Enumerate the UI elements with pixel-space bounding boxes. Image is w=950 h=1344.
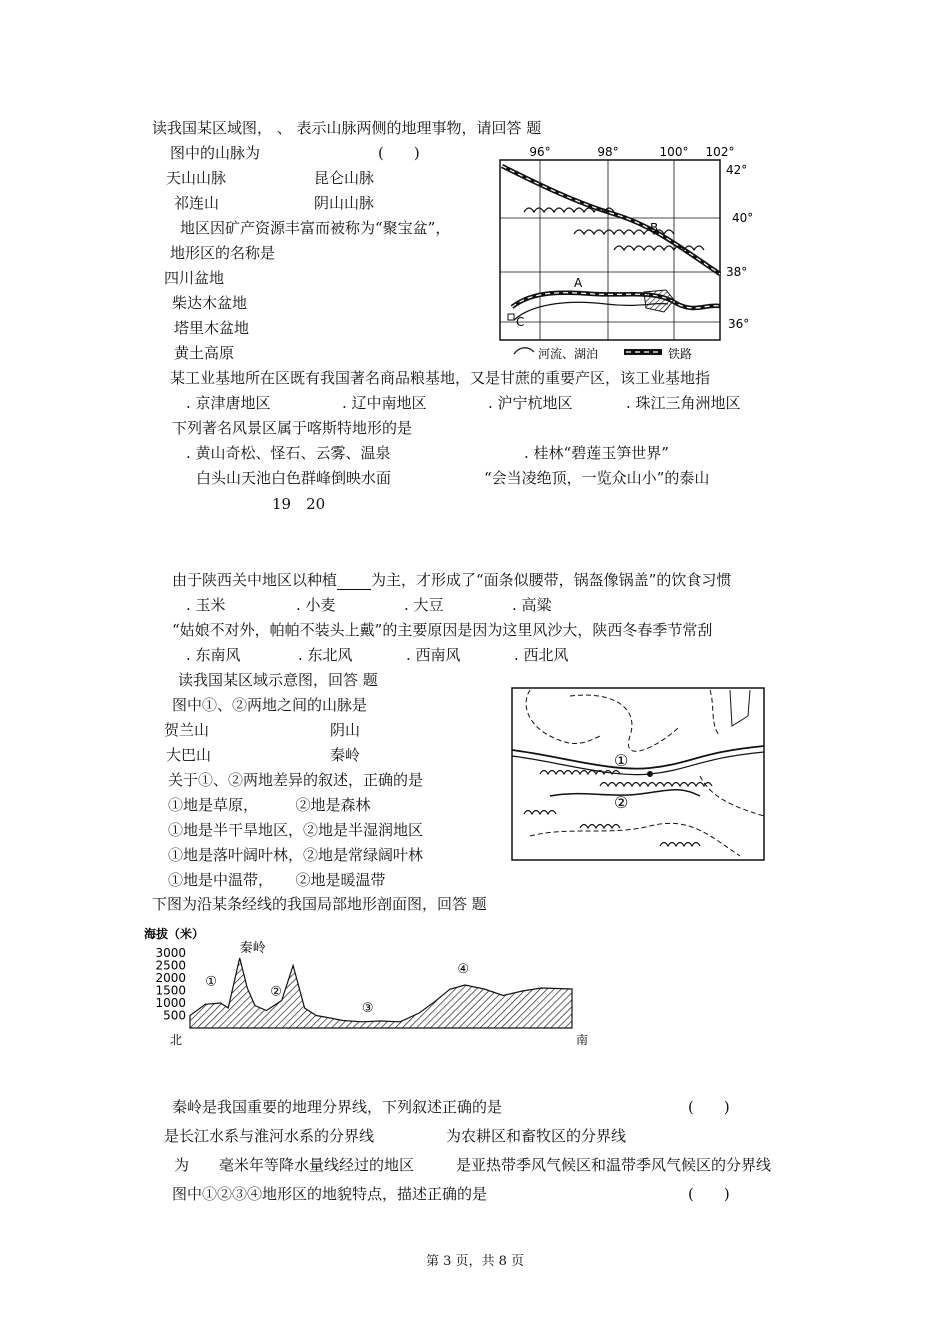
river (514, 302, 668, 320)
q5-opt-d: . 高粱 (512, 596, 552, 614)
q3-opt-c: . 沪宁杭地区 (488, 394, 573, 412)
profile-label-qinling: 秦岭 (239, 940, 266, 956)
q6-opt-d: . 西北风 (514, 646, 569, 664)
region-map-1 (494, 142, 766, 368)
map2-frame (512, 688, 764, 860)
q5-opt-a: . 玉米 (186, 596, 226, 614)
q6-stem: “姑娘不对外，帕帕不装头上戴”的主要原因是因为这里风沙大，陕西冬春季节常刮 (172, 621, 713, 639)
profile-label-2: ② (270, 984, 282, 1000)
garbled-line-1c (326, 496, 716, 516)
q5-opt-c: . 大豆 (404, 596, 444, 614)
lat-36: 36° (728, 317, 750, 331)
q11-stem: 图中①②③④地形区的地貌特点，描述正确的是 (172, 1185, 488, 1203)
q1-stem: 图中的山脉为 (170, 144, 261, 162)
q6-opt-a: . 东南风 (186, 646, 241, 664)
lat-40: 40° (732, 211, 754, 225)
q7-opt-a: 贺兰山 (164, 721, 210, 739)
q5-blank (337, 575, 371, 590)
profile-ytick: 2000 (155, 971, 186, 985)
lon-96: 96° (529, 145, 551, 159)
point-c: C (516, 315, 525, 329)
q2-opt-c: 塔里木盆地 (174, 319, 250, 337)
q2-opt-d: 黄土高原 (174, 344, 235, 362)
boundary-3 (710, 690, 720, 736)
garbled-line-1b: 19 20 (272, 495, 326, 513)
lat-42: 42° (726, 163, 748, 177)
q2-opt-a: 四川盆地 (164, 269, 225, 287)
coast-line (730, 690, 750, 726)
profile-label-4: ④ (457, 962, 470, 977)
profile-ytick: 1500 (155, 983, 186, 998)
q10-opt-b: 为农耕区和畜牧区的分界线 (446, 1127, 627, 1145)
q3-opt-b: . 辽中南地区 (342, 394, 427, 412)
q10-stem: 秦岭是我国重要的地理分界线，下列叙述正确的是 (172, 1098, 503, 1116)
q4-opt-c: 白头山天池白色群峰倒映水面 (196, 469, 392, 487)
region-map-2 (510, 686, 766, 864)
point-a: A (574, 276, 583, 290)
legend-railway: 铁路 (668, 347, 693, 361)
q10-opt-c: 为 毫米年等降水量线经过的地区 (174, 1156, 415, 1174)
q5-stem-pre: 由于陕西关中地区以种植 (172, 571, 338, 589)
q2-stem1: 地区因矿产资源丰富而被称为“聚宝盆”， (180, 219, 451, 237)
profile-ytick: 3000 (155, 946, 186, 960)
boundary-4 (700, 776, 764, 816)
boundary-1 (526, 690, 600, 744)
q4-opt-d: “会当凌绝顶，一览众山小”的泰山 (484, 469, 710, 487)
q8-opt-c: ①地是落叶阔叶林，②地是常绿阔叶林 (168, 846, 424, 864)
map2-point-2: ② (614, 793, 629, 812)
q10-paren: ( ) (688, 1098, 730, 1116)
mountain-range-5 (660, 843, 700, 847)
mountain-range-2 (600, 783, 712, 787)
legend-river: 河流、湖泊 (538, 347, 599, 361)
q10-opt-d: 是亚热带季风气候区和温带季风气候区的分界线 (456, 1156, 772, 1174)
q1-opt-a: 天山山脉 (166, 169, 227, 187)
terrain-profile-chart (140, 922, 600, 1062)
profile-north: 北 (170, 1033, 183, 1047)
profile-label-1: ① (205, 974, 217, 990)
q1-opt-c: 祁连山 (174, 194, 220, 212)
q4-opt-b: . 桂林“碧莲玉笋世界” (524, 444, 669, 462)
q7-stem: 图中①、②两地之间的山脉是 (172, 696, 368, 714)
q11-paren: ( ) (688, 1185, 730, 1203)
q3-opt-d: . 珠江三角洲地区 (626, 394, 741, 412)
mountain-range-3 (524, 811, 556, 815)
profile-south: 南 (576, 1033, 589, 1047)
lake-hatched (644, 290, 674, 312)
boundary-2 (570, 695, 680, 751)
q1-intro: 读我国某区域图， 、 表示山脉两侧的地理事物，请回答 题 (152, 119, 542, 137)
q7-opt-c: 大巴山 (166, 746, 212, 764)
profile-terrain-area (190, 958, 572, 1028)
garbled-line-2 (146, 520, 666, 540)
mountain-ridge-3 (614, 246, 704, 250)
q3-stem: 某工业基地所在区既有我国著名商品粮基地，又是甘蔗的重要产区，该工业基地指 (170, 369, 711, 387)
profile-label-3: ③ (361, 1000, 374, 1016)
q4-opt-a: . 黄山奇松、怪石、云雾、温泉 (186, 444, 391, 462)
map2-point-1: ① (614, 751, 629, 770)
profile-ylabel: 海拔（米） (144, 927, 205, 941)
lon-102: 102° (705, 145, 735, 159)
boundary-5 (530, 823, 740, 856)
page-footer: 第 3 页，共 8 页 (425, 1254, 525, 1269)
lon-100: 100° (659, 145, 689, 159)
q6-opt-c: . 西南风 (406, 646, 461, 664)
garbled-line-3 (146, 544, 224, 564)
q8-stem: 关于①、②两地差异的叙述，正确的是 (168, 771, 424, 789)
profile-ytick: 1000 (155, 996, 186, 1010)
q7-opt-b: 阴山 (330, 721, 361, 739)
profile-ytick: 2500 (155, 958, 186, 973)
q8-opt-d: ①地是中温带， ②地是暖温带 (168, 871, 386, 889)
lat-38: 38° (726, 265, 748, 279)
city-dot (647, 771, 653, 777)
q4-stem: 下列著名风景区属于喀斯特地形的是 (172, 419, 413, 437)
lon-98: 98° (597, 145, 619, 159)
q1-opt-b: 昆仑山脉 (314, 169, 375, 187)
profile-ytick: 500 (163, 1008, 186, 1023)
q1-paren: ( ) (378, 144, 420, 162)
q3-opt-a: . 京津唐地区 (186, 394, 271, 412)
q2-stem2: 地形区的名称是 (170, 244, 276, 262)
q1-opt-d: 阴山山脉 (314, 194, 375, 212)
point-c-marker (508, 314, 514, 320)
q9-intro: 下图为沿某条经线的我国局部地形剖面图，回答 题 (152, 895, 487, 913)
q2-opt-b: 柴达木盆地 (172, 294, 248, 312)
q7-intro: 读我国某区域示意图，回答 题 (178, 671, 378, 689)
garbled-line-1a (150, 496, 228, 516)
q5-stem (172, 570, 731, 590)
q8-opt-b: ①地是半干旱地区，②地是半湿润地区 (168, 821, 424, 839)
q8-opt-a: ①地是草原， ②地是森林 (168, 796, 371, 814)
legend-river-icon (514, 348, 534, 354)
q5-opt-b: . 小麦 (296, 596, 336, 614)
point-b: B (650, 221, 659, 235)
q7-opt-d: 秦岭 (330, 746, 361, 764)
q5-stem-post: 为主，才形成了“面条似腰带，锅盔像锅盖”的饮食习惯 (371, 571, 732, 589)
q10-opt-a: 是长江水系与淮河水系的分界线 (164, 1127, 375, 1145)
q6-opt-b: . 东北风 (298, 646, 353, 664)
mountain-range-4 (580, 825, 620, 829)
